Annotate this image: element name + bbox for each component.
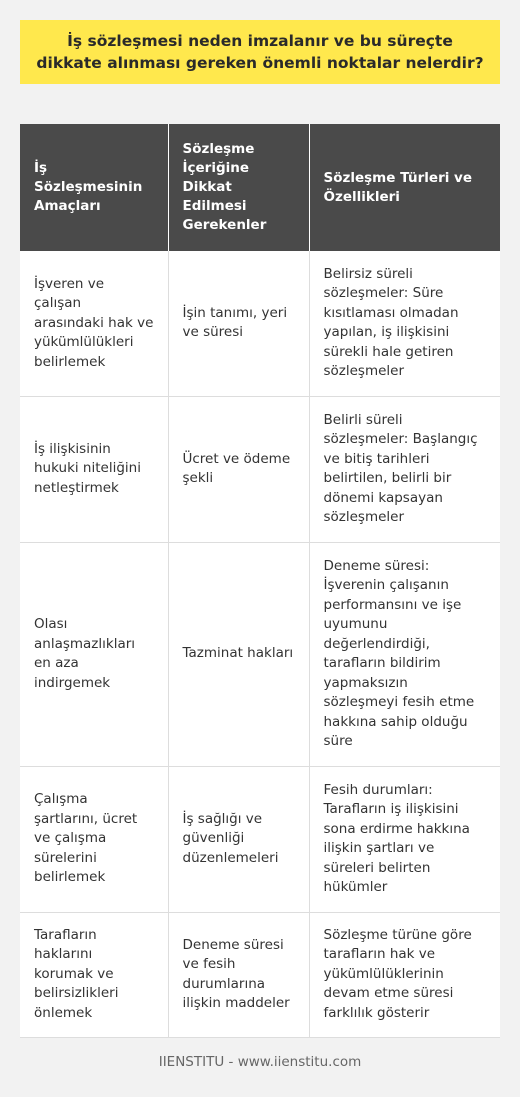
column-header-contract-types: Sözleşme Türleri ve Özellikleri xyxy=(309,124,500,251)
table-cell: İşin tanımı, yeri ve süresi xyxy=(168,251,309,396)
table-cell: Belirli süreli sözleşmeler: Başlangıç ve bitiş tarihleri belirtilen, belirli bir dönemi kapsayan sözleşmeler xyxy=(309,396,500,542)
table-cell: Fesih durumları: Tarafların iş ilişkisini sona erdirme hakkına ilişkin şartları ve süreleri belirten hükümler xyxy=(309,766,500,912)
table-row xyxy=(20,251,500,396)
table-row xyxy=(20,542,500,766)
table-cell: İş sağlığı ve güvenliği düzenlemeleri xyxy=(168,766,309,912)
table-cell: Sözleşme türüne göre tarafların hak ve yükümlülüklerinin devam etme süresi farklılık gösterir xyxy=(309,912,500,1037)
table-cell: Çalışma şartlarını, ücret ve çalışma sürelerini belirlemek xyxy=(20,766,168,912)
footer-credit: IIENSTITU - www.iienstitu.com xyxy=(158,1054,362,1070)
table-cell: Deneme süresi: İşverenin çalışanın performansını ve işe uyumunu değerlendirdiği, tarafların bildirim yapmaksızın sözleşmeyi fesih etme hakkına sahip olduğu süre xyxy=(309,542,500,766)
title-banner xyxy=(20,20,500,84)
table-row xyxy=(20,766,500,912)
table-cell: Belirsiz süreli sözleşmeler: Süre kısıtlaması olmadan yapılan, iş ilişkisini sürekli hale getiren sözleşmeler xyxy=(309,251,500,396)
table-cell: İşveren ve çalışan arasındaki hak ve yükümlülükleri belirlemek xyxy=(20,251,168,396)
table-cell: Olası anlaşmazlıkları en aza indirgemek xyxy=(20,542,168,766)
column-header-purposes: İş Sözleşmesinin Amaçları xyxy=(20,124,168,251)
comparison-table xyxy=(20,124,500,1038)
table-row xyxy=(20,396,500,542)
table-cell: Tazminat hakları xyxy=(168,542,309,766)
table-header-row xyxy=(20,124,500,251)
table-cell: İş ilişkisinin hukuki niteliğini netleştirmek xyxy=(20,396,168,542)
table-cell: Tarafların haklarını korumak ve belirsizlikleri önlemek xyxy=(20,912,168,1037)
column-header-content-attention: Sözleşme İçeriğine Dikkat Edilmesi Gerekenler xyxy=(168,124,309,251)
page-title: İş sözleşmesi neden imzalanır ve bu süreçte dikkate alınması gereken önemli noktalar nelerdir? xyxy=(36,32,484,72)
table-cell: Ücret ve ödeme şekli xyxy=(168,396,309,542)
table-row xyxy=(20,912,500,1037)
table-cell: Deneme süresi ve fesih durumlarına ilişkin maddeler xyxy=(168,912,309,1037)
